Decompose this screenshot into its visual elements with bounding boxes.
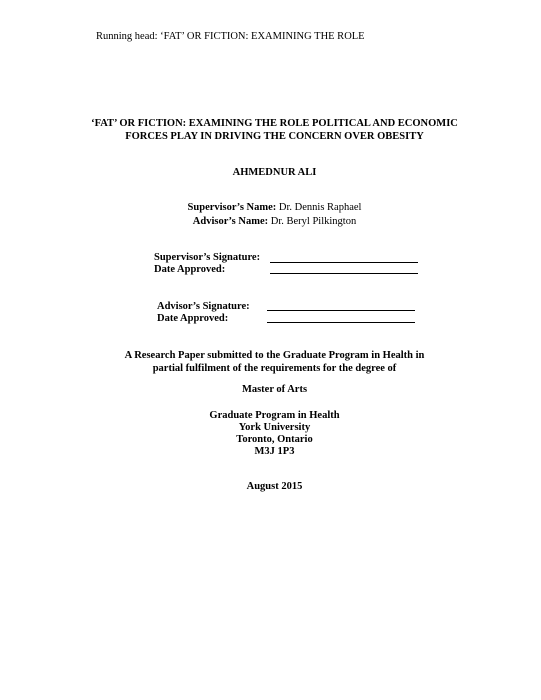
postal-code: M3J 1P3 [254, 446, 295, 457]
advisor-signature-label: Advisor’s Signature: [157, 301, 250, 312]
supervisor-row [60, 201, 489, 215]
paper-title-line-2: FORCES PLAY IN DRIVING THE CONCERN OVER OBESITY [125, 131, 424, 142]
advisor-name: Dr. Beryl Pilkington [270, 216, 357, 227]
institution-block [60, 410, 489, 458]
supervisor-signature-line[interactable] [270, 262, 418, 263]
running-head: Running head: ‘FAT’ OR FICTION: EXAMINING THE ROLE [96, 31, 365, 42]
advisor-date-label: Date Approved: [157, 313, 229, 324]
supervisor-date-label: Date Approved: [154, 264, 226, 275]
paper-title [60, 117, 489, 143]
program-name: Graduate Program in Health [209, 410, 340, 421]
paper-title-line-1: ‘FAT’ OR FICTION: EXAMINING THE ROLE POLITICAL AND ECONOMIC [91, 118, 458, 129]
supervisor-date-line[interactable] [270, 273, 418, 274]
submission-statement [60, 349, 489, 375]
submission-statement-line-2: partial fulfilment of the requirements for the degree of [152, 363, 397, 374]
author-name: AHMEDNUR ALI [232, 167, 317, 178]
city-name: Toronto, Ontario [236, 434, 313, 445]
advisor-label: Advisor’s Name: [192, 216, 269, 227]
advisor-signature-line[interactable] [267, 310, 415, 311]
university-name: York University [238, 422, 311, 433]
submission-statement-line-1: A Research Paper submitted to the Graduate Program in Health in [124, 350, 425, 361]
personnel-block [60, 201, 489, 229]
advisor-row [60, 215, 489, 229]
supervisor-name: Dr. Dennis Raphael [278, 202, 362, 213]
submission-date: August 2015 [246, 481, 303, 492]
supervisor-label: Supervisor’s Name: [187, 202, 277, 213]
supervisor-signature-label: Supervisor’s Signature: [154, 252, 261, 263]
degree-name: Master of Arts [241, 384, 308, 395]
advisor-date-line[interactable] [267, 322, 415, 323]
